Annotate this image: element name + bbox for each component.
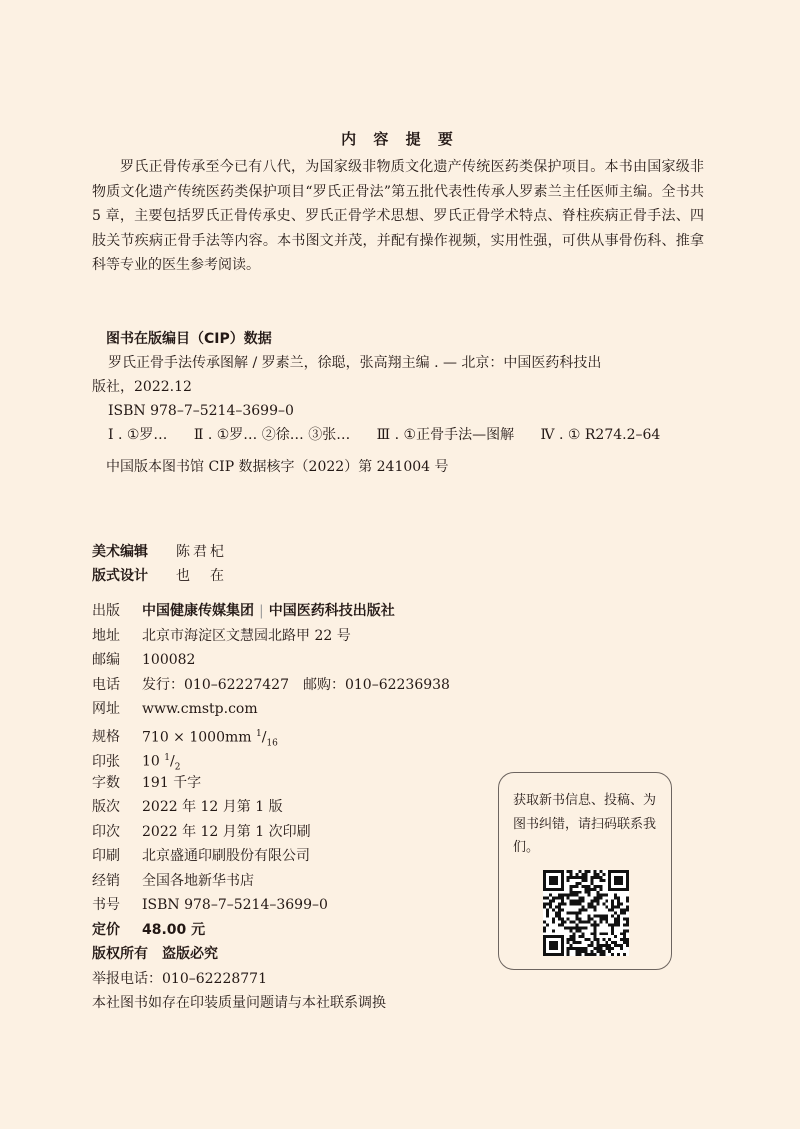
cip-classification xyxy=(92,423,712,447)
cip-entry-line1: 罗氏正骨手法传承图解 / 罗素兰，徐聪，张高翔主编 . — 北京：中国医药科技出 xyxy=(108,355,602,371)
cip-class-2: Ⅱ . ①罗… ②徐… ③张… xyxy=(193,427,351,443)
publisher-separator: | xyxy=(259,603,264,619)
printing-row xyxy=(92,820,512,845)
address-value: 北京市海淀区文慧园北路甲 22 号 xyxy=(142,627,351,644)
format-numerator: 1 xyxy=(256,728,262,739)
sheets-numerator: 1 xyxy=(164,753,171,763)
address-label: 地址 xyxy=(92,627,120,644)
layout-design-value: 也 在 xyxy=(176,568,227,584)
qr-code-icon[interactable] xyxy=(543,870,629,956)
credit-row xyxy=(92,540,227,564)
publisher-group: 中国健康传媒集团 xyxy=(142,603,254,619)
publication-info xyxy=(92,599,512,1016)
printing-label: 印次 xyxy=(92,823,120,840)
publisher-label: 出版 xyxy=(92,603,120,619)
website-label: 网址 xyxy=(92,701,120,717)
qr-box xyxy=(498,772,672,970)
wordcount-row xyxy=(92,771,512,796)
sheets-label: 印张 xyxy=(92,753,120,770)
art-editor-label: 美术编辑 xyxy=(92,544,148,560)
phone-row xyxy=(92,673,512,698)
bookno-row xyxy=(92,893,512,918)
summary-body xyxy=(92,155,704,278)
format-denominator: 16 xyxy=(266,737,278,748)
qr-text: 获取新书信息、投稿、为图书纠错，请扫码联系我们。 xyxy=(513,793,657,855)
edition-label: 版次 xyxy=(92,799,120,815)
wordcount-label: 字数 xyxy=(92,774,120,791)
phone-label: 电话 xyxy=(92,676,120,693)
cip-class-4: Ⅳ . ① R274.2–64 xyxy=(540,427,661,443)
printing-value: 2022 年 12 月第 1 次印刷 xyxy=(142,823,311,840)
publisher-row xyxy=(92,599,512,624)
edition-row xyxy=(92,795,512,820)
website-row xyxy=(92,697,512,722)
cip-class-3: Ⅲ . ①正骨手法—图解 xyxy=(376,427,515,443)
sheets-value: 10 xyxy=(142,753,160,770)
report-row: 举报电话：010–62228771 xyxy=(92,970,267,987)
copyright-row xyxy=(92,942,512,967)
summary-paragraph: 罗氏正骨传承至今已有八代，为国家级非物质文化遗产传统医药类保护项目。本书由国家级非物质文化遗产传统医药类保护项目“罗氏正骨法”第五批代表性传承人罗素兰主任医师主编。全书共 5 章，主要包括罗氏正骨传承史、罗氏正骨学术思想、罗氏正骨学术特点、脊柱疾病正骨手法、四肢关节疾病正骨手法等内容。本书图文并茂，并配有操作视频，实用性强，可供从事骨伤科、推拿科等专业的医生参考阅读。 xyxy=(92,159,704,273)
distributor-label: 经销 xyxy=(92,872,120,889)
bookno-value: ISBN 978–7–5214–3699–0 xyxy=(142,897,328,913)
credit-row xyxy=(92,564,227,588)
copyright-value: 盗版必究 xyxy=(162,946,218,962)
cip-class-1: Ⅰ . ①罗… xyxy=(108,427,168,443)
credits xyxy=(92,540,227,588)
price-value: 48.00 元 xyxy=(142,921,206,938)
sheets-row: 印张 10 $^1/_2$ xyxy=(92,746,512,771)
postcode-row xyxy=(92,648,512,673)
price-label: 定价 xyxy=(92,921,120,938)
format-row: 规格 710 × 1000mm $^1/_{16}$ xyxy=(92,722,512,747)
publisher-name: 中国医药科技出版社 xyxy=(268,603,395,619)
art-editor-value: 陈君杞 xyxy=(176,544,227,560)
notice-row: 本社图书如存在印装质量问题请与本社联系调换 xyxy=(92,995,386,1011)
printer-value: 北京盛通印刷股份有限公司 xyxy=(142,848,310,864)
postcode-label: 邮编 xyxy=(92,652,120,668)
bookno-label: 书号 xyxy=(92,897,120,913)
format-value: 710 × 1000mm xyxy=(142,729,252,746)
edition-value: 2022 年 12 月第 1 版 xyxy=(142,799,283,815)
cip-block xyxy=(92,327,712,479)
format-label: 规格 xyxy=(92,729,120,746)
phone-value: 发行：010–62227427 邮购：010–62236938 xyxy=(142,676,450,693)
cip-isbn: ISBN 978–7–5214–3699–0 xyxy=(108,403,294,419)
printer-row xyxy=(92,844,512,869)
wordcount-value: 191 千字 xyxy=(142,774,202,791)
cip-title: 图书在版编目（CIP）数据 xyxy=(106,331,272,347)
cip-entry-line2: 版社，2022.12 xyxy=(92,379,192,395)
distributor-value: 全国各地新华书店 xyxy=(142,872,254,889)
layout-design-label: 版式设计 xyxy=(92,568,148,584)
postcode-value: 100082 xyxy=(142,652,196,668)
website-value: www.cmstp.com xyxy=(142,701,258,717)
sheets-denominator: 2 xyxy=(174,762,181,773)
address-row xyxy=(92,624,512,649)
copyright-label: 版权所有 xyxy=(92,946,148,962)
printer-label: 印刷 xyxy=(92,848,120,864)
summary-title: 内 容 提 要 xyxy=(341,130,459,148)
distributor-row xyxy=(92,869,512,894)
price-row xyxy=(92,918,512,943)
cip-note: 中国版本图书馆 CIP 数据核字（2022）第 241004 号 xyxy=(106,459,449,475)
